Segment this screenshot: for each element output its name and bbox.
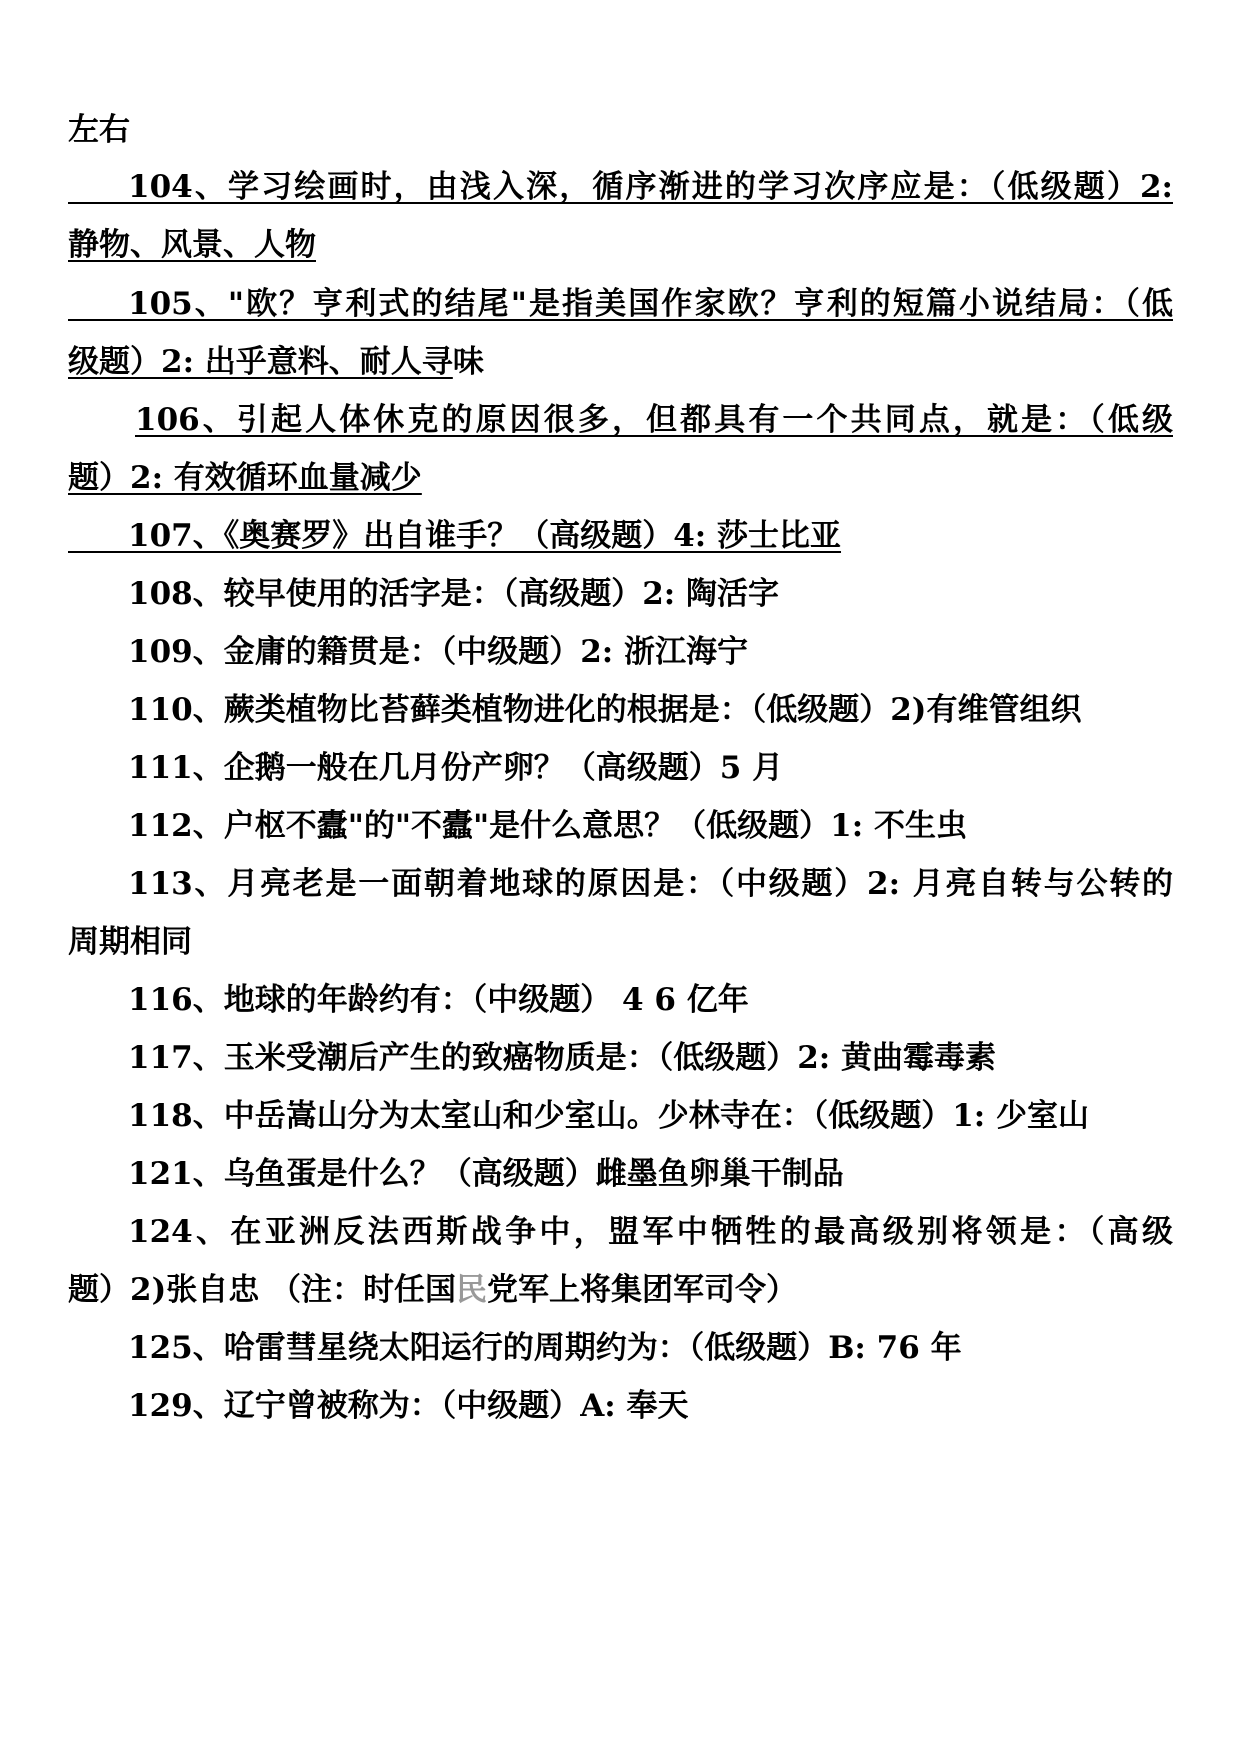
question-105: 105、"欧？亨利式的结尾"是指美国作家欧？亨利的短篇小说结局：（低 [128, 286, 1173, 322]
question-107: 107、《奥赛罗》出自谁手？（高级题）4: 莎士比亚 [128, 518, 842, 554]
question-118: 118、中岳嵩山分为太室山和少室山。少林寺在：（低级题）1: 少室山 [128, 1098, 1090, 1134]
underline-indent [68, 319, 128, 321]
question-129: 129、辽宁曾被称为：（中级题）A: 奉天 [128, 1388, 689, 1424]
question-111: 111、企鹅一般在几月份产卵？（高级题）5 月 [128, 750, 784, 786]
answer-105: 级题）2: 出乎意料、耐人寻味 [68, 344, 484, 380]
text-line: 左右 [68, 112, 130, 148]
question-125: 125、哈雷彗星绕太阳运行的周期约为：（低级题）B: 76 年 [128, 1330, 962, 1366]
answer-106: 题）2: 有效循环血量减少 [68, 460, 422, 496]
question-121: 121、乌鱼蛋是什么？（高级题）雌墨鱼卵巢干制品 [128, 1156, 844, 1192]
answer-104: 静物、风景、人物 [68, 227, 316, 263]
question-112: 112、户枢不蠹"的"不蠹"是什么意思？（低级题）1: 不生虫 [128, 808, 967, 844]
question-106: 106、引起人体休克的原因很多，但都具有一个共同点，就是：（低级 [135, 402, 1173, 438]
question-109: 109、金庸的籍贯是：（中级题）2: 浙江海宁 [128, 634, 749, 670]
underline-indent [68, 551, 128, 553]
question-116: 116、地球的年龄约有：（中级题） 4 6 亿年 [128, 982, 749, 1018]
question-117: 117、玉米受潮后产生的致癌物质是：（低级题）2: 黄曲霉毒素 [128, 1040, 997, 1076]
answer-113: 周期相同 [68, 924, 192, 960]
question-104: 104、学习绘画时，由浅入深，循序渐进的学习次序应是：（低级题）2: [128, 169, 1173, 205]
question-113: 113、月亮老是一面朝着地球的原因是：（中级题）2: 月亮自转与公转的 [128, 866, 1173, 902]
answer-124: 题）2)张自忠 （注：时任国民党军上将集团军司令） [68, 1272, 798, 1308]
question-124: 124、在亚洲反法西斯战争中，盟军中牺牲的最高级别将领是：（高级 [128, 1214, 1173, 1250]
question-108: 108、较早使用的活字是：（高级题）2: 陶活字 [128, 576, 780, 612]
question-110: 110、蕨类植物比苔藓类植物进化的根据是：（低级题）2)有维管组织 [128, 692, 1082, 728]
underline-indent [68, 202, 128, 204]
